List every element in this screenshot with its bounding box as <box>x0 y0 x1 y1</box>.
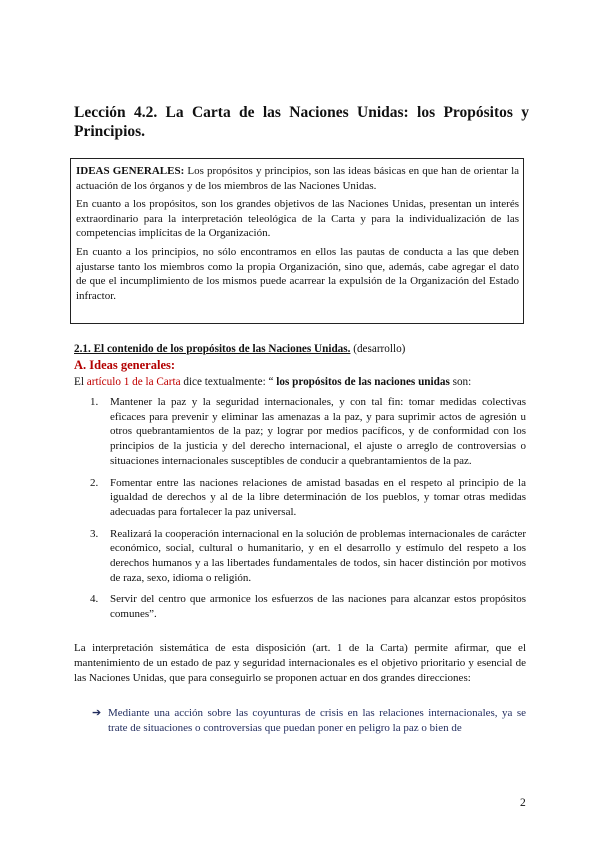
interpretation-paragraph: La interpretación sistemática de esta disposición (art. 1 de la Carta) permite afirmar, que el mantenimiento de un estado de paz y seguridad internacionales es el objetivo prioritario y esencial de las Naciones Unidas, que para conseguirlo se proponen actuar en dos grandes direcciones: <box>74 642 526 684</box>
general-ideas-box <box>70 158 524 324</box>
box-paragraph-1-text: Los propósitos y principios, son las ideas básicas en que han de orientar la actuación de los órganos y de los miembros de las Naciones Unidas. <box>76 165 520 192</box>
subheading: A. Ideas generales: <box>74 358 176 372</box>
list-item <box>90 476 526 520</box>
intro-bold: los propósitos de las naciones unidas <box>276 376 450 388</box>
box-paragraph-2: En cuanto a los propósitos, son los grandes objetivos de las Naciones Unidas, presentan un interés extraordinario para la interpretación teleológica de la Carta y para la individualización de las competencias implícitas de la Organización. <box>76 198 519 240</box>
purposes-list <box>90 395 526 629</box>
box-paragraph-3: En cuanto a los principios, no sólo encontramos en ellos las pautas de conducta a las que deben ajustarse tanto los miembros como la propia Organización, sino que, además, cabe agregar el dato de que el incumplimiento de los mismos puede acarrear la expulsión de la Organización del Estado infractor. <box>76 245 519 302</box>
article-reference: artículo 1 de la Carta <box>86 376 181 388</box>
section-heading <box>74 342 526 357</box>
lesson-title: Lección 4.2. La Carta de las Naciones Unidas: los Propósitos y Principios. <box>74 104 529 140</box>
intro-before: El <box>74 376 87 388</box>
list-item-text: Mantener la paz y la seguridad internacionales, y con tal fin: tomar medidas colectivas eficaces para prevenir y eliminar las amenazas a la paz, y para suprimir actos de agresión u otros quebrantamientos de la paz; y lograr por medios pacíficos, y de conformidad con los principios de la justicia y del derecho internacional, el ajuste o arreglo de controversias o situaciones internacionales susceptibles de conducir a quebrantamientos de la paz. <box>110 396 526 467</box>
list-item-number: 3. <box>90 527 99 540</box>
list-item-number: 2. <box>90 476 99 489</box>
box-paragraph-1 <box>76 164 519 193</box>
list-item-number: 4. <box>90 593 99 606</box>
bullet-text: Mediante una acción sobre las coyunturas de crisis en las relaciones internacionales, ya se trate de situaciones o controversias que puedan poner en peligro la paz o bien de <box>108 707 526 734</box>
list-item-number: 1. <box>90 396 99 408</box>
list-item <box>90 592 526 621</box>
bullet-item <box>92 706 526 736</box>
arrow-icon: ➔ <box>92 707 102 719</box>
section-title: 2.1. El contenido de los propósitos de las Naciones Unidas. <box>74 343 351 355</box>
section-suffix: (desarrollo) <box>350 343 406 355</box>
intro-after: son: <box>449 376 472 388</box>
list-item-text: Realizará la cooperación internacional en la solución de problemas internacionales de carácter económico, social, cultural o humanitario, y en el desarrollo y estímulo del respeto a los derechos humanos y a las libertades fundamentales de todos, sin hacer distinción por motivos de raza, sexo, idioma o religión. <box>110 527 526 584</box>
list-item-text: Fomentar entre las naciones relaciones de amistad basadas en el respeto al principio de la igualdad de derechos y al de la libre determinación de los pueblos, y tomar otras medidas adecuadas para fortalecer la paz universal. <box>110 476 526 518</box>
list-item <box>90 527 526 586</box>
list-item-text: Servir del centro que armonice los esfuerzos de las naciones para alcanzar estos propósitos comunes”. <box>110 593 526 621</box>
intro-line <box>74 375 526 390</box>
intro-middle: dice textualmente: “ <box>180 376 277 388</box>
page-number: 2 <box>520 797 526 809</box>
list-item <box>90 395 526 469</box>
box-lead: IDEAS GENERALES: <box>76 165 185 177</box>
